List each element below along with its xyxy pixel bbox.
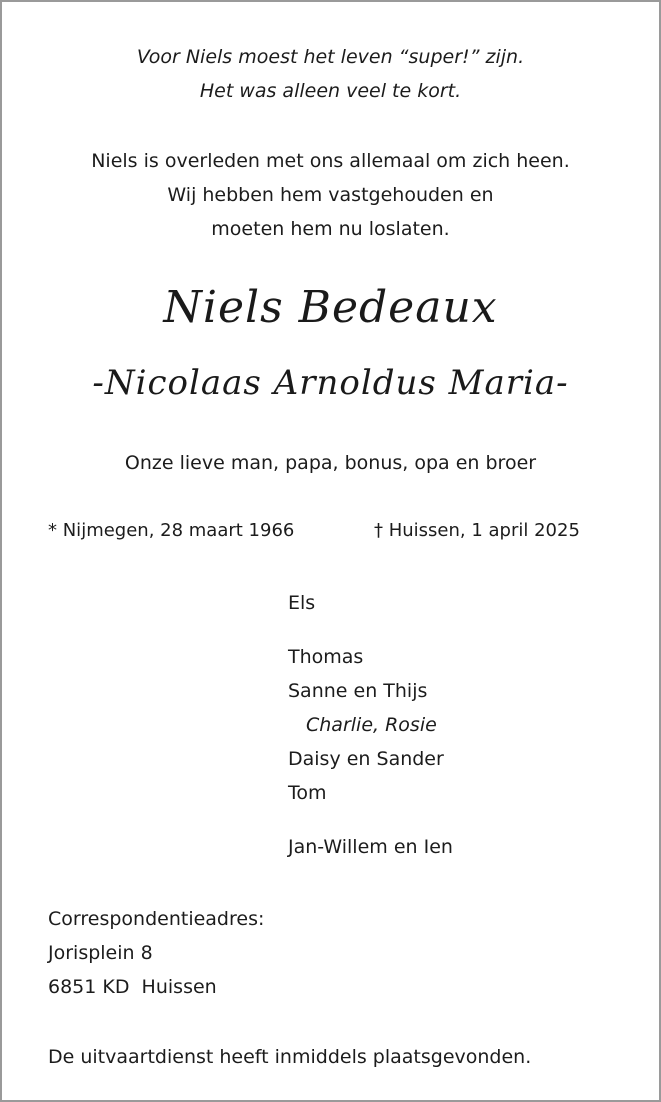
closing-note: De uitvaartdienst heeft inmiddels plaatsgevonden. xyxy=(48,1046,532,1068)
deceased-full-name: -Nicolaas Arnoldus Maria- xyxy=(92,363,569,403)
quote-line-1: Voor Niels moest het leven “super!” zijn. xyxy=(136,46,525,68)
sibling-entry: Jan-Willem en Ien xyxy=(288,836,453,858)
intro-line-2: Wij hebben hem vastgehouden en xyxy=(167,184,494,206)
child-entry: Sanne en Thijs xyxy=(288,680,428,702)
spouse-name: Els xyxy=(288,592,316,614)
opening-quote xyxy=(2,40,659,108)
child-entry: Daisy en Sander xyxy=(288,748,444,770)
deceased-tagline: Onze lieve man, papa, bonus, opa en broer xyxy=(124,452,537,474)
deceased-name: Niels Bedeaux xyxy=(163,282,498,333)
intro-line-1: Niels is overleden met ons allemaal om zich heen. xyxy=(91,150,570,172)
intro-line-3: moeten hem nu loslaten. xyxy=(211,218,450,240)
address-city: 6851 KD Huissen xyxy=(48,976,217,998)
correspondence-address xyxy=(48,902,264,1004)
child-entry: Tom xyxy=(288,782,327,804)
grandchildren-entry: Charlie, Rosie xyxy=(306,714,437,736)
birth-date: * Nijmegen, 28 maart 1966 xyxy=(48,520,295,541)
quote-line-2: Het was alleen veel te kort. xyxy=(199,80,462,102)
child-entry: Thomas xyxy=(288,646,364,668)
address-street: Jorisplein 8 xyxy=(48,942,153,964)
death-date: † Huissen, 1 april 2025 xyxy=(374,520,580,541)
intro-text xyxy=(2,144,659,246)
address-label: Correspondentieadres: xyxy=(48,908,265,930)
family-list xyxy=(288,586,453,864)
